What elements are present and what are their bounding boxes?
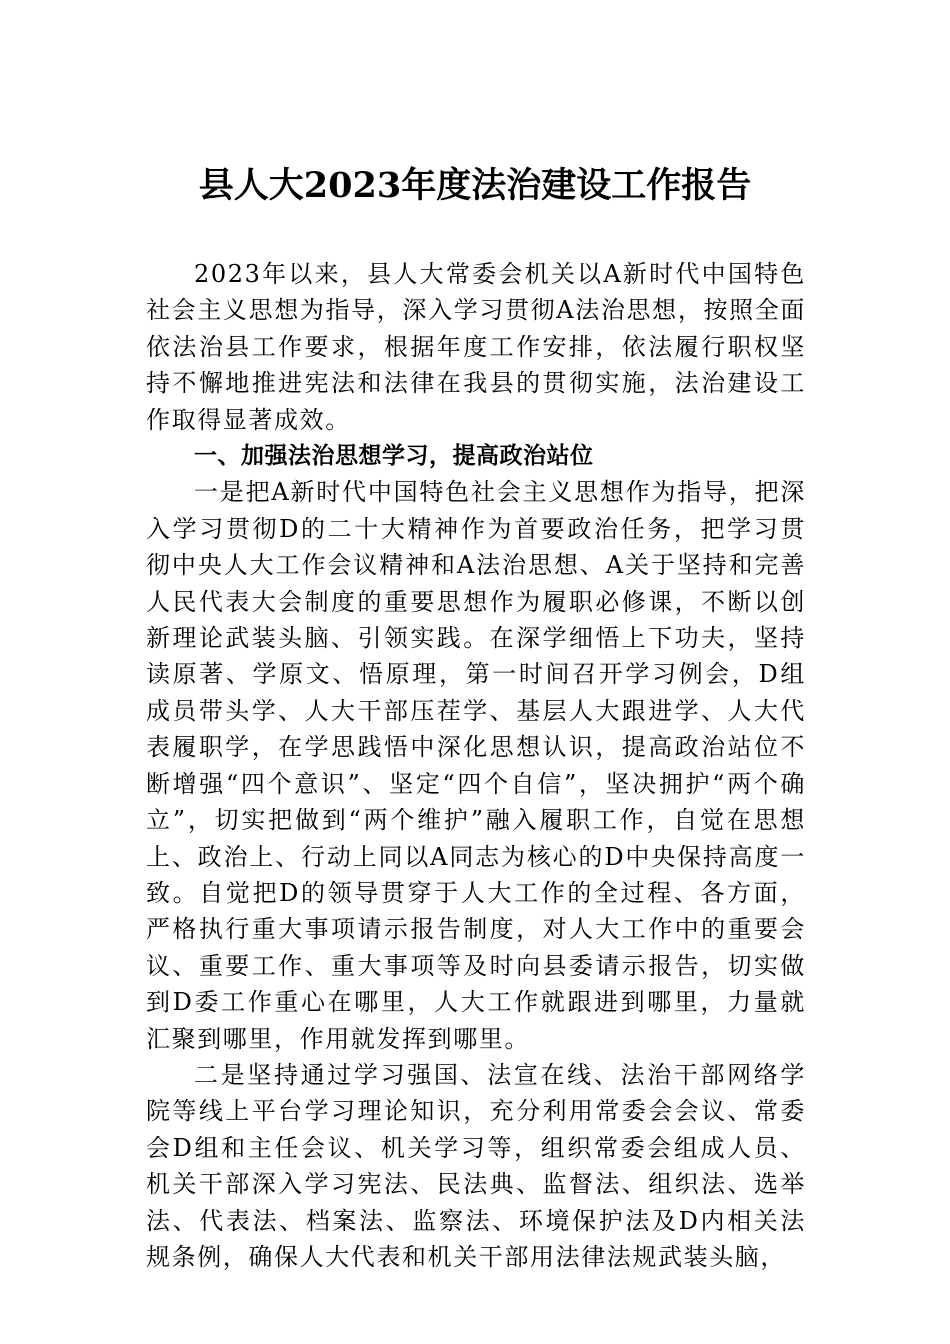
paragraph-point-2: 二是坚持通过学习强国、法宣在线、法治干部网络学院等线上平台学习理论知识，充分利用常委会会议、常委会D组和主任会议、机关学习等，组织常委会组成人员、机关干部深入学习宪法、民法典、监督法、组织法、选举法、代表法、档案法、监察法、环境保护法及D内相关法规条例，确保人大代表和机关干部用法律法规武装头脑， <box>146 1060 806 1271</box>
paragraph-intro: 2023年以来，县人大常委会机关以A新时代中国特色社会主义思想为指导，深入学习贯彻A法治思想，按照全面依法治县工作要求，根据年度工作安排，依法履行职权坚持不懈地推进宪法和法律在我县的贯彻实施，法治建设工作取得显著成效。 <box>146 260 806 434</box>
document-body <box>146 256 806 1275</box>
paragraph-point-1: 一是把A新时代中国特色社会主义思想作为指导，把深入学习贯彻D的二十大精神作为首要政治任务，把学习贯彻中央人大工作会议精神和A法治思想、A关于坚持和完善人民代表大会制度的重要思想作为履职必修课，不断以创新理论武装头脑、引领实践。在深学细悟上下功夫，坚持读原著、学原文、悟原理，第一时间召开学习例会，D组成员带头学、人大干部压茬学、基层人大跟进学、人大代表履职学，在学思践悟中深化思想认识，提高政治站位不断增强“四个意识”、坚定“四个自信”，坚决拥护“两个确立”，切实把做到“两个维护”融入履职工作，自觉在思想上、政治上、行动上同以A同志为核心的D中央保持高度一致。自觉把D的领导贯穿于人大工作的全过程、各方面，严格执行重大事项请示报告制度，对人大工作中的重要会议、重要工作、重大事项等及时向县委请示报告，切实做到D委工作重心在哪里，人大工作就跟进到哪里，力量就汇聚到哪里，作用就发挥到哪里。 <box>146 478 806 1053</box>
document-title: 县人大2023年度法治建设工作报告 <box>198 165 752 206</box>
section-heading-1: 一、加强法治思想学习，提高政治站位 <box>194 443 594 470</box>
